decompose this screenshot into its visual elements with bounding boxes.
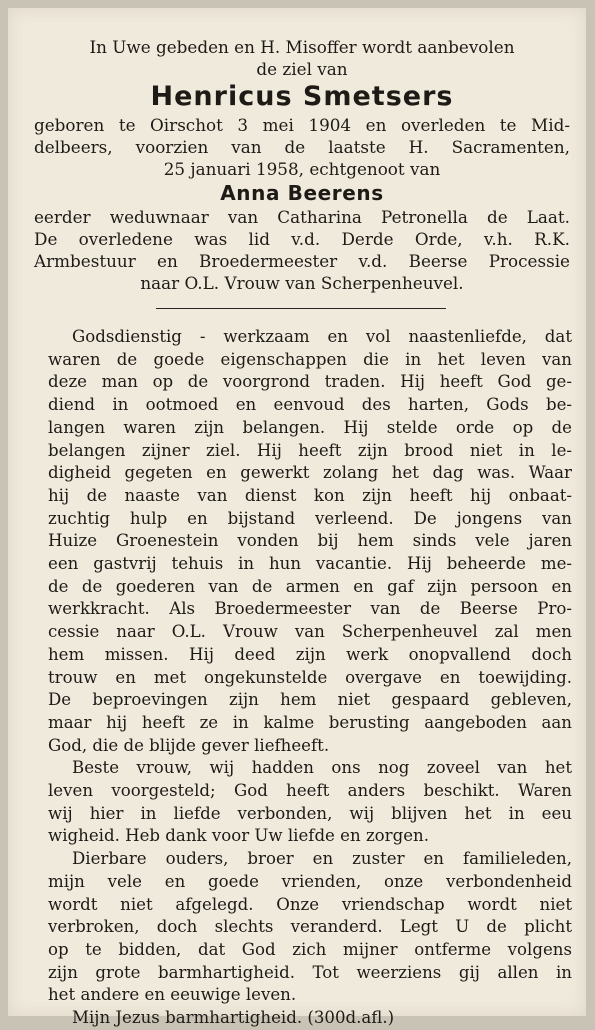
bio-line-2: delbeers, voorzien van de laatste H. Sacramenten,	[34, 137, 570, 157]
card-body-text	[48, 326, 572, 1030]
spouse-name: Anna Beerens	[220, 181, 384, 205]
body-line: diend in ootmoed en eenvoud des harten, Gods be-	[48, 395, 572, 415]
bio-line-1: geboren te Oirschot 3 mei 1904 en overleden te Mid-	[34, 115, 570, 135]
body-line: de de goederen van de armen en gaf zijn persoon en	[48, 576, 572, 596]
body-line: hij de naaste van dienst kon zijn heeft hij onbaat-	[48, 485, 572, 505]
body-line: wigheid. Heb dank voor Uw liefde en zorgen.	[48, 826, 430, 846]
body-line: wordt niet afgelegd. Onze vriendschap wordt niet	[48, 894, 572, 914]
body-line: digheid gegeten en gewerkt zolang het dag was. Waar	[48, 463, 572, 483]
info-line-3: Armbestuur en Broedermeester v.d. Beerse Processie	[34, 251, 570, 271]
body-line: Dierbare ouders, broer en zuster en familieleden,	[72, 849, 572, 869]
body-line: zuchtig hulp en bijstand verleend. De jongens van	[48, 508, 572, 528]
body-line: God, die de blijde gever liefheeft.	[48, 735, 330, 755]
body-line: Godsdienstig - werkzaam en vol naastenliefde, dat	[72, 327, 572, 346]
body-line: langen waren zijn belangen. Hij stelde orde op de	[48, 417, 572, 437]
body-line: maar hij heeft ze in kalme berusting aangeboden aan	[48, 712, 572, 732]
intro-line-2: de ziel van	[256, 59, 348, 79]
body-line: belangen zijner ziel. Hij heeft zijn brood niet in le-	[48, 440, 572, 460]
info-line-1: eerder weduwnaar van Catharina Petronella de Laat.	[34, 207, 570, 227]
body-line: werkkracht. Als Broedermeester van de Beerse Pro-	[48, 599, 572, 619]
body-line: cessie naar O.L. Vrouw van Scherpenheuvel zal men	[48, 622, 572, 642]
body-line: verbroken, doch slechts veranderd. Legt U de plicht	[48, 917, 572, 937]
body-line: hem missen. Hij deed zijn werk onopvallend doch	[48, 644, 572, 664]
body-line: Huize Groenestein vonden bij hem sinds vele jaren	[48, 531, 572, 551]
body-line: een gastvrij tehuis in hun vacantie. Hij beheerde me-	[48, 554, 572, 574]
closing-prayer: Mijn Jezus barmhartigheid. (300d.afl.)	[72, 1008, 395, 1028]
body-line: De beproevingen zijn hem niet gespaard gebleven,	[48, 690, 572, 710]
body-line: waren de goede eigenschappen die in het leven van	[48, 349, 572, 369]
card-header	[34, 36, 570, 294]
body-line: deze man op de voorgrond traden. Hij heeft God ge-	[48, 372, 572, 392]
divider-rule	[156, 308, 446, 309]
intro-line-1: In Uwe gebeden en H. Misoffer wordt aanbevolen	[89, 37, 515, 57]
bio-line-3: 25 januari 1958, echtgenoot van	[163, 159, 441, 179]
body-line: op te bidden, dat God zich mijner ontferme volgens	[48, 939, 572, 959]
deceased-name: Henricus Smetsers	[150, 81, 454, 112]
body-line: trouw en met ongekunstelde overgave en toewijding.	[48, 667, 572, 687]
info-line-2: De overledene was lid v.d. Derde Orde, v.h. R.K.	[34, 229, 570, 249]
body-line: zijn grote barmhartigheid. Tot weerziens gij allen in	[48, 962, 572, 982]
body-line: mijn vele en goede vrienden, onze verbondenheid	[48, 871, 572, 891]
body-line: het andere en eeuwige leven.	[48, 985, 297, 1005]
info-line-4: naar O.L. Vrouw van Scherpenheuvel.	[140, 273, 464, 293]
body-line: wij hier in liefde verbonden, wij blijven het in eeu	[48, 803, 572, 823]
body-line: Beste vrouw, wij hadden ons nog zoveel van het	[72, 758, 572, 778]
memorial-card	[8, 8, 586, 1028]
body-line: leven voorgesteld; God heeft anders beschikt. Waren	[48, 781, 572, 801]
